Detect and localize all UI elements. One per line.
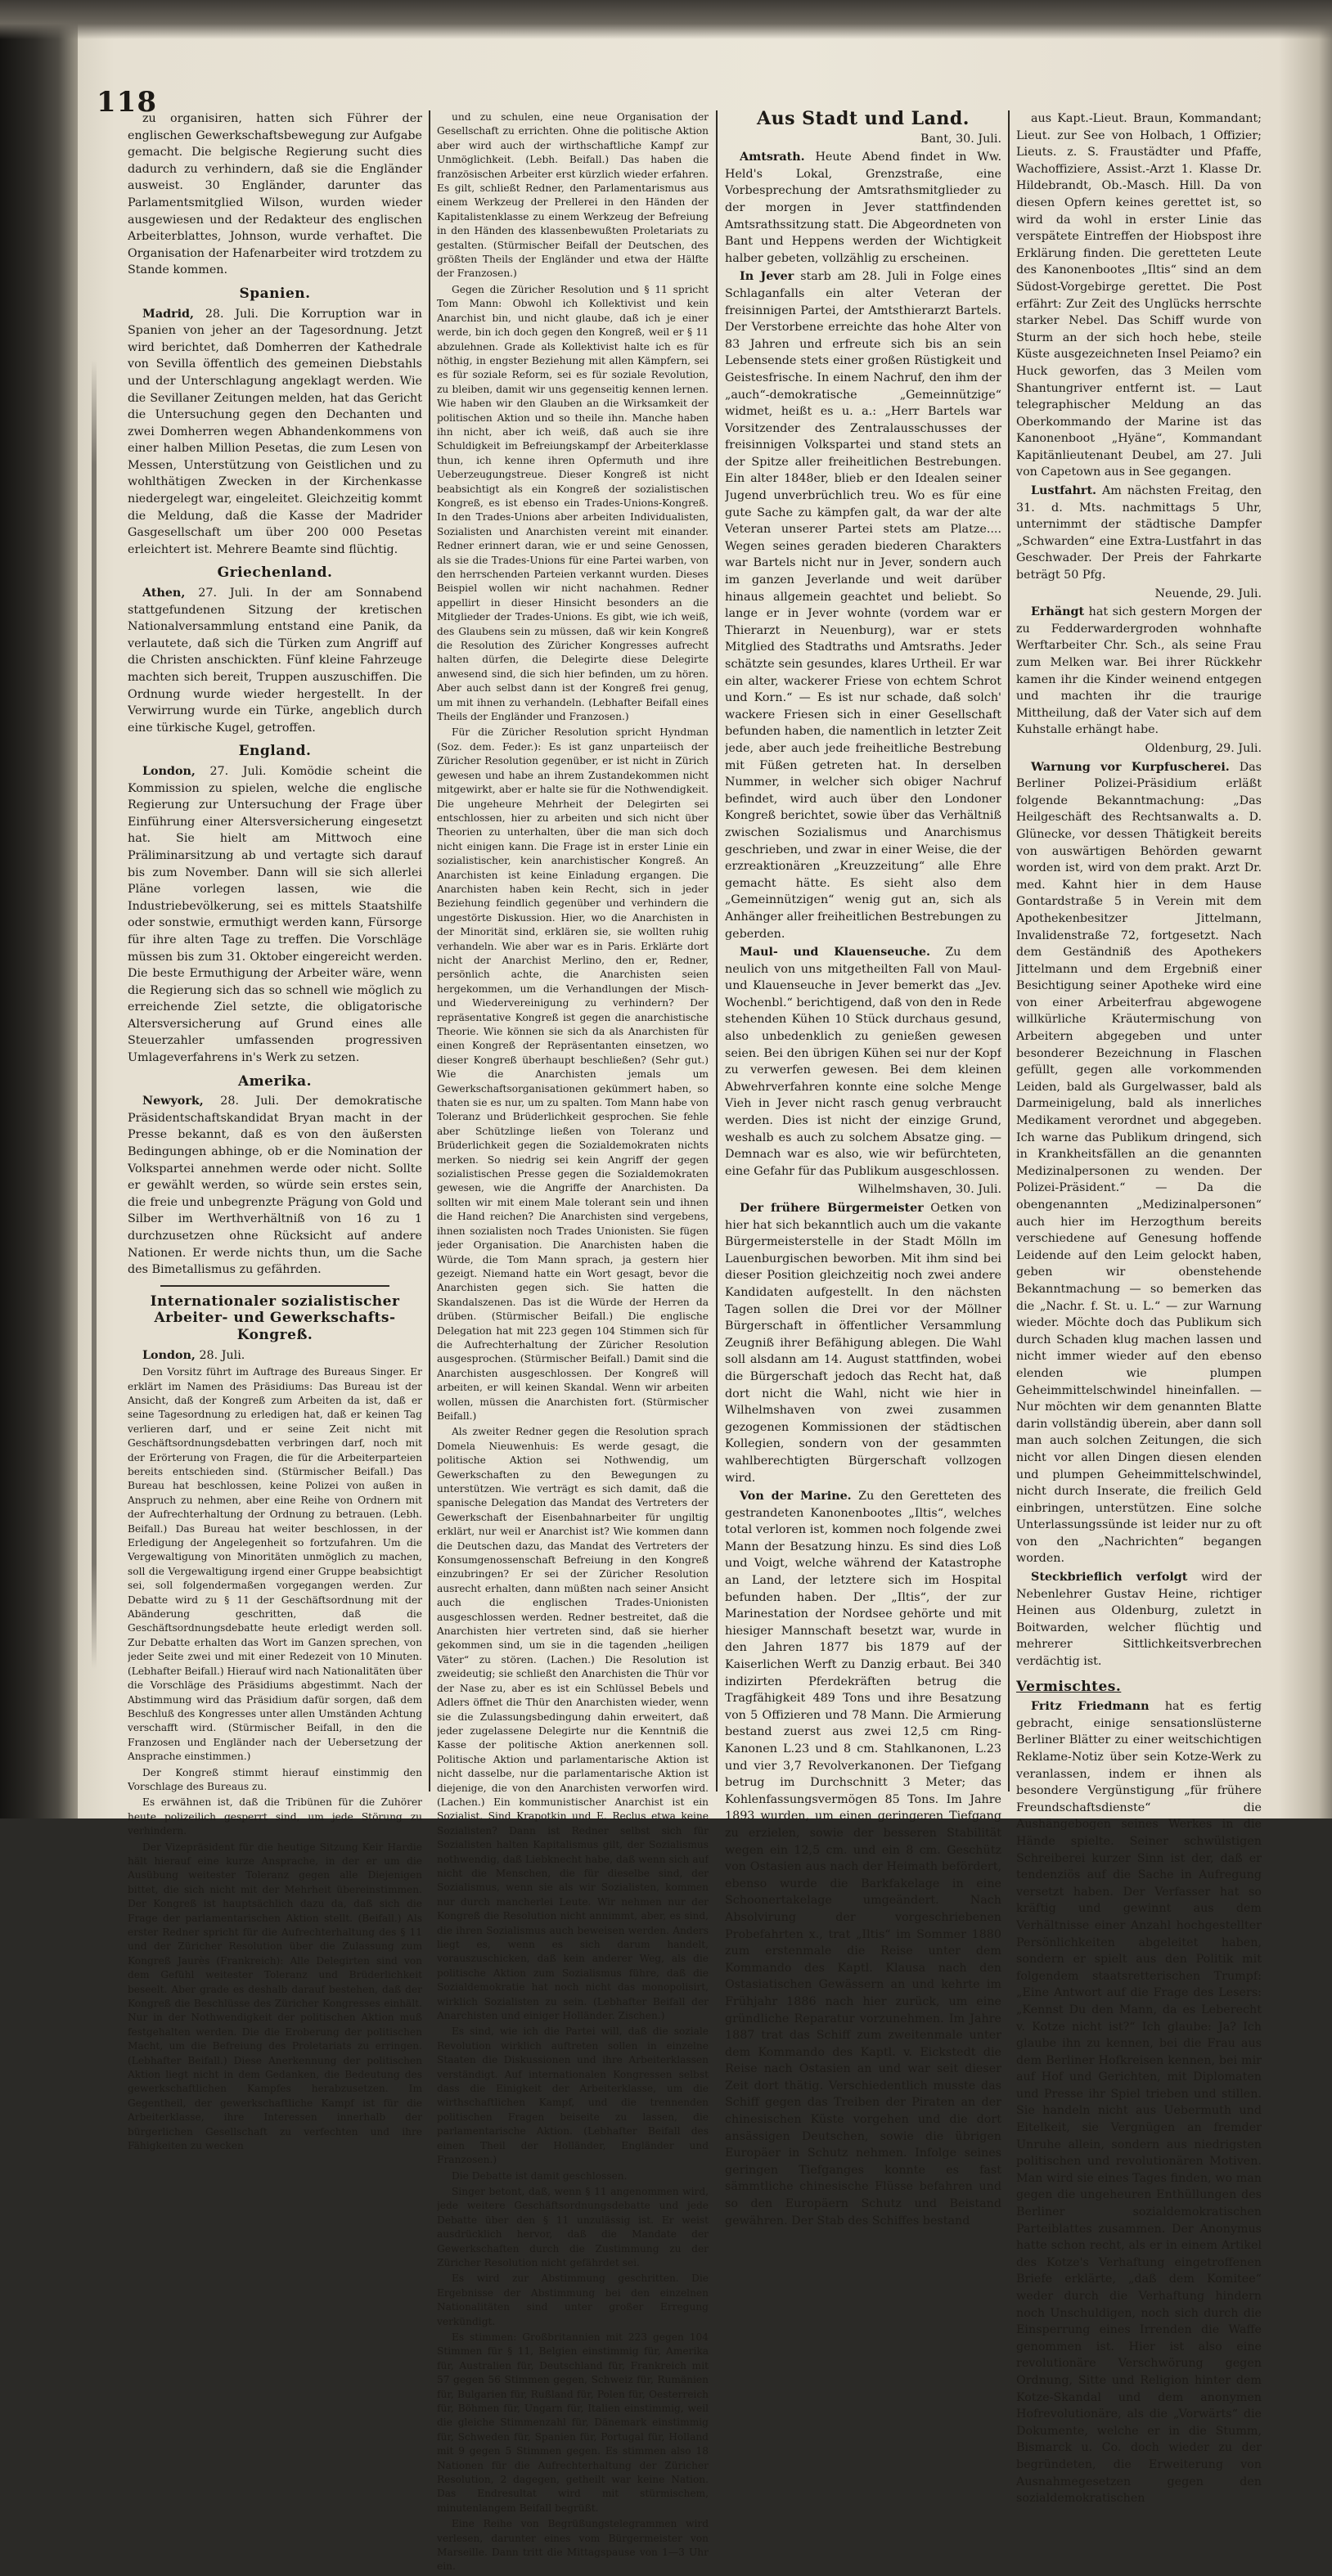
column-rule-3 xyxy=(1008,110,1010,1792)
kongress-continuation: und zu schulen, eine neue Organisation der Gesellschaft zu errichten. Ohne die politische Aktion aber wird auch der wirthschaftliche Kampf zur Unmöglichkeit. (Lebh. Beifall.) Das haben die französischen Arbeiter erst kürzlich wieder erfahren. Es gilt, schließt Redner, den Parlamentarismus aus einem Werkzeug der Prellerei in den Händen der Kapitalistenklasse zu einem Werkzeug der Befreiung in den Händen des klassenbewußten Proletariats zu gestalten. (Stürmischer Beifall der Deutschen, des größten Theils der Engländer und etwa der Hälfte der Franzosen.) xyxy=(437,111,709,280)
article-text: Zu dem neulich von uns mitgetheilten Fall von Maul- und Klauenseuche in Jever bemerkt das „Jev. Wochenbl.“ berichtigend, daß von den in Rede stehenden Kühen 10 Stück durchaus gesund, also unbedenklich zu genießen gewesen seien. Bei den übrigen Kühen sei nur der Kopf zu verwerfen gewesen. Bei dem kleinen Abwehrverfahren konnte eine solche Menge Vieh in Jever nicht rasch genug verbraucht werden. Dies ist nicht der einzige Grund, weshalb es auch zu solchem Absatze ging. — Demnach war es also, wie wir befürchteten, eine Gefahr für das Publikum ausgeschlossen. xyxy=(725,946,1001,1178)
vote-results: Es stimmen: Großbritannien mit 223 gegen 104 Stimmen für § 11, Belgien einstimmig für, Amerika für, Australien für, Deutschland für, Frankreich mit 57 gegen 56 Stimmen gegen, Schweiz für, Rumänien für, Bulgarien für, Rußland für, Polen für, Oesterreich für, Böhmen für, Ungarn für, Italien einstimmig, weil die gleiche Stimmenzahl für, Dänemark einstimmig für, Schweden für, Spanien für, Portugal für, Holland mit 9 gegen 5 Stimmen gegen. Es stimmen also 18 Nationen für die Aufrechterhaltung der Züricher Resolution, 2 dagegen, getheilt war keine Nation. Das Endresultat wird mit stürmischem, minutenlangem Beifall begrüßt. xyxy=(437,2331,709,2514)
top-edge-shadow xyxy=(0,0,1332,39)
article-lead: Erhängt xyxy=(1031,605,1085,619)
article-text: 27. Juli. Komödie scheint die Kommission zu spielen, welche die englische Regierung zur Untersuchung der Frage über Einführung einer Altersversicherung eingesetzt hat. Sie hielt am Mittwoch eine Präliminarsitzung ab und vertagte sich darauf bis zum November. Dann will sie sich allerlei Pläne vorlegen lassen, wie die Industriebevölkerung, sei es mittels Staatshilfe oder sonstwie, ermuthigt werden kann, Fürsorge für ihre alten Tage zu treffen. Die Vorschläge müssen bis zum 31. Oktober eingereicht werden. Die beste Ermuthigung der Arbeiter wäre, wenn die Regierung sich das so schnell wie möglich zu erreichende Ziel setzte, die obligatorische Altersversicherung auf Grund eines alle Steuerzahler umfassenden progressiven Umlageverfahrens in's Werk zu setzen. xyxy=(128,764,422,1065)
speech-tom-mann: Gegen die Züricher Resolution und § 11 spricht Tom Mann: Obwohl ich Kollektivist und kein Anarchist bin, und nicht glaube, daß ich je einer werde, bin ich doch gegen den Kongreß, weil er § 11 abzulehnen. Grade als Kollektivist halte ich es für nöthig, in engster Beziehung mit allen Kämpfern, sei es für soziale Reform, sei es für soziale Revolution, zu bleiben, damit wir uns gegenseitig kennen lernen. Wie haben wir den Glauben an die Wirksamkeit der politischen Aktion und so theile ihn. Manche haben ihn nicht, aber ich weiß, daß auch sie ihre Schuldigkeit im Befreiungskampf der Arbeiterklasse thun, ich kenne ihren Opfermuth und ihre Ueberzeugungstreue. Dieser Kongreß ist nicht beabsichtigt als ein Kongreß der sozialistischen Kongreß, es ist ebenso ein Trades-Unions-Kongreß. In den Trades-Unions aber arbeiten Individualisten, Sozialisten und Anarchisten vereint mit einander. Redner erinnert daran, wie er und seine Genossen, als sie die Trades-Unions für eine Partei warben, von den herrschenden Parteien verkannt wurden. Dieses Beispiel wollen wir nicht nachahmen. Redner appellirt in dieser Hinsicht besonders an die Mitglieder der Trades-Unions. Es gibt, wie ich weiß, des Glaubens sein zu müssen, daß wir kein Kongreß die Resolution des Züricher Kongresses aufrecht halten dürfen, die Delegirte diese Delegirte anwesend sind, die sich hier befinden, um zu hören. Aber auch selbst dann ist der Kongreß frei genug, um mit ihnen zu verhandeln. (Lebhafter Beifall eines Theils der Engländer und Franzosen.) xyxy=(437,283,709,723)
book-binding-shadow xyxy=(0,0,78,1818)
speech-hyndman: Für die Züricher Resolution spricht Hyndman (Soz. dem. Feder.): Es ist ganz unparteiisch der Züricher Resolution gegenüber, er ist nicht in Zürich gewesen und habe an ihrem Zustandekommen nicht mitgewirkt, aber er halte sie für die Nothwendigkeit. Die ungeheure Mehrheit der Delegirten sei entschlossen, hier zu arbeiten und sich nicht über Theorien zu unterhalten, über die man sich doch nicht einigen kann. Die Frage ist in erster Linie ein sozialistischer, kein anarchistischer Kongreß. An Anarchisten ist keine Einladung ergangen. Die Anarchisten haben kein Recht, sich in jeder Beziehung feindlich gegenüber und verhindern die ungestörte Diskussion. Hier, wo die Anarchisten in der Minorität sind, erklären sie, sie wollten ruhig verhandeln. Wie aber war es in Paris. Erklärte dort nicht der Anarchist Merlino, den er, Redner, persönlich achte, die Anarchisten seien hergekommen, um die Verhandlungen der Misch- und Wiedervereinigung zu verhindern? Der repräsentative Kongreß ist gegen die anarchistische Theorie. Wie können sie sich da als Anarchisten für einen Kongreß der Repräsentanten einsetzen, wo dieser Kongreß überhaupt beschließen? (Sehr gut.) Wie die Anarchisten jemals um Gewerkschaftsorganisationen gekümmert haben, so thaten sie es nur, um zu spalten. Tom Mann habe von Toleranz und Brüderlichkeit gesprochen. Sie fehle aber Schützlinge ließen von Toleranz und Brüderlichkeit gegen die Sozialdemokraten nichts merken. So niedrig sei kein Angriff der gegen sozialistischen Presse gegen die Sozialdemokraten gewesen, wie die Angriffe der Anarchisten. Da sollten wir mit einem Male tolerant sein und ihnen die Hand reichen? Die Anarchisten sind vergebens, ihnen sozialisten noch Trades Unionisten. Sie fügen jeder Organisation. Die Anarchisten haben die Würde, die Tom Mann sprach, ja gestern hier gezeigt. Niemand hatte ein Wort gesagt, bevor die Anarchisten gegen sich. Sie hatten die Skandalszenen. Das ist die Würde der Herren da drüben. (Stürmischer Beifall.) Die englische Delegation hat mit 223 gegen 104 Stimmen sich für die Aufrechterhaltung der Züricher Resolution ausgesprochen. (Stürmischer Beifall.) Damit sind die Anarchisten ausgeschlossen. Der Kongreß will arbeiten, er will keinen Skandal. Wenn wir arbeiten wollen, müssen die Anarchisten fort. (Stürmischer Beifall.) xyxy=(437,726,709,1422)
article-text: Zu den Geretteten des gestrandeten Kanonenbootes „Iltis“, welches total verloren ist, kommen noch folgende zwei Mann der Besatzung hinzu. Es sind dies Loß und Voigt, welche während der Katastrophe an Land, der letztere sich im Hospital befunden haben. Der „Iltis“, der zur Marinestation der Nordsee gehörte und mit hiesiger Mannschaft besetzt war, wurde in den Jahren 1877 bis 1879 auf der Kaiserlichen Werft zu Danzig erbaut. Bei 340 indizirten Pferdekräften betrug die Tragfähigkeit 489 Tons und ihre Besatzung von 5 Offizieren und 78 Mann. Die Armierung bestand zuerst aus zwei 12,5 cm Ring-Kanonen L.23 und 8 cm. Stahlkanonen, L.23 und vier 3,7 Revolverkanonen. Der Tiefgang betrug im Durchschnitt 3 Meter; das Kohlenfassungsvermögen 85 Tons. Im Jahre 1893 wurden, um einen geringeren Tiefgang zu erzielen, sowie der besseren Stabilität wegen ein 12,5 cm. und ein 8 cm. Geschütz von Ostasien aus nach der Heimath befördert, ebenso wurde die Barkfakelage in eine Schoonertakelage umgeändert. Nach Absolvirung der vorgeschriebenen Probefahrten x., trat „Iltis“ im Sommer 1880 zum erstenmale die Reise unter dem Kommando des Kaptl. Klausa nach den Ostasiatischen Gewässern an und kehrte im Frühjahr 1886 nach hier zurück, um eine gründliche Reparatur vorzunehmen. Im Jahre 1887 trat das Schiff zum zweitenmale unter dem Kommando des Kaptl. v. Eickstedt die Reise nach Ostasien an und war seit dieser Zeit dort thätig. Verschiedentlich musste das Schiff gegen das Treiben der Piraten an der chinesischen Küste vorgehen und die dort ansässigen Deutschen, sowie die übrigen Europäer in Schutz nehmen. Infolge seines geringen Tiefganges konnte es fast sämmtliche chinesische Flüsse befahren und so den Europäern Schutz und Beistand gewähren. Der Stab des Schiffes bestand xyxy=(725,1490,1001,2228)
article-text: hat es fertig gebracht, einige sensationslüsterne Berliner Blätter zu einer weitschichtigen Reklame-Notiz über sein Kotze-Werk zu veranlassen, indem er ihnen als besondere Vergünstigung „für frühere Freundschaftsdienste“ die Aushängebogen seines Werkes in die Hände spielte. Seiner schwülstigen Schreiberei kurzer Sinn ist der, daß er tendenziös auf die Sache in Aufregung versetzt haben. Der Verfasser hat so kräftig und gewinnt aus dem Verhältnisse einer Anzahl hochgestellter Persönlichkeiten abgeleitet haben, sondern er spielt aus den Politik mit folgendem staatsretterischen Trumpf: „Eine Antwort auf die Frage des Lesers: „Kennst Du den Mann, da es Leberecht v. Kotze nicht ist?“ Ich glaube: Ja? Ich glaube ihn zu kennen, bei die Frau aus dem Berliner Hofkreisen kennen, bei mir auf Hof und Gerichten, mit Diplomaten und Presse ihr Spiel trieben und stillen. Sie handeln nicht aus Uebermuth und Eitelkeit, sie Vergnügen an fremder Unruhe allein, sondern aus niedrigsten politischen und revolutionären Motiven. Man wird sie eines Tages finden, wo man gegen die ungeheuren Enthüllungen des Berliner sozialdemokratischen Parteiblattes zusammen. Der Anonymus hatte schon recht, als er in einem Artikel des Kotze's Verhaftung eingetroffenen Briefe erklärte, „daß dem Komitee“ weder durch die Verhaftung hindern noch Unschuldigen, noch sich durch die Einsperrung eines Irrenden die Waffe genommen ist. Hier ist also eine revolutionäre Verschwörung gegen Ordnung, Sitte und Religion hinter dem Kotze-Skandal und dem anonymen Hofrevolutionäre, als die „Vorwärts“ die Dokumente, welche er in die Stumm, Bismarck u. Co. doch wieder zu der begründeten, die Erweiterung von Ausnahmegesetzen gegen den sozialdemokratischen xyxy=(1016,1700,1262,2506)
place-dateline-wilhelmshaven: Wilhelmshaven, 30. Juli. xyxy=(857,1183,1001,1197)
article-england xyxy=(128,763,422,1067)
article-erhaengt xyxy=(1016,604,1262,739)
kongress-text-3: Es erwähnen ist, daß die Tribünen für die Zuhörer heute polizeilich gesperrt sind, um jede Störung zu verhindern. xyxy=(128,1796,422,1837)
dateline-date: 28. Juli. xyxy=(199,1348,245,1362)
article-text: Das Berliner Polizei-Präsidium erläßt folgende Bekanntmachung: „Das Heilgeschäft des Rechtsanwalts a. D. Glünecke, vor dessen Thätigkeit bereits von auswärtigen Behörden gewarnt worden ist, wird von dem prakt. Arzt Dr. med. Kahnt hier in dem Hause Gontardstraße 5 in Verein mit dem Apothekenbesitzer Jittelmann, Invalidenstraße 72, fortgesetzt. Nach dem Geständniß des Apothekers Jittelmann und dem Ergebniß einer Besichtigung seiner Apotheke wird eine von einer Arbeiterfrau abgewogene willkürliche Kräutermischung von Arbeitern abgegeben und unter besonderer Bezeichnung in Flaschen gefüllt, gegen alle vorkommenden Leiden, bald als Gurgelwasser, bald als Darmeinigelung, bald als innerliches Medikament verordnet und abgegeben. Ich warne das Publikum dringend, sich in Krankheitsfällen an die genannten Medizinalpersonen zu wenden. Der Polizei-Präsident.“ — Da die obengenannten „Medizinalpersonen“ auch hier im Herzogthum bereits verschiedene auf Genesung hoffende Leidende auf den Leim gelockt haben, geben wir obenstehende Bekanntmachung — so bemerken das die „Nachr. f. St. u. L.“ — zur Warnung wieder. Möchte doch das Publikum sich durch Schaden klug machen lassen und nicht immer wieder auf den ebenso elenden wie plumpen Geheimmittelschwindel hineinfallen. — Nur möchten wir dem genannten Blatte darin vollständig überein, aber dann soll man auch solchen Zeitungen, die sich nicht vor allen Dingen diesen elenden und plumpen Geheimmittelschwindel, nicht durch Inserate, die freilich Geld einbringen, unterstützen. Eine solche Unterlassungssünde ist leider nur zu oft von den „Nachrichten“ begangen worden. xyxy=(1016,760,1262,1566)
article-marine xyxy=(725,1488,1001,2229)
article-lead: Amtsrath. xyxy=(740,151,805,164)
article-buergermeister xyxy=(725,1200,1001,1486)
article-lead: Fritz Friedmann xyxy=(1031,1700,1150,1714)
article-lead: Steckbrieflich verfolgt xyxy=(1031,1571,1188,1585)
dateline: Madrid, xyxy=(142,307,195,321)
section-heading-vermischtes: Vermischtes. xyxy=(1016,1678,1122,1695)
section-heading-stadt-land: Aus Stadt und Land. xyxy=(757,110,970,129)
place-dateline-oldenburg: Oldenburg, 29. Juli. xyxy=(1145,741,1262,755)
section-heading-spanien: Spanien. xyxy=(239,285,311,302)
article-text: 27. Juli. In der am Sonnabend stattgefundenen Sitzung der kretischen Nationalversammlung entstand eine Panik, da verlautete, daß sich die Türken zum Angriff auf die Christen anschickten. Fünf kleine Fahrzeuge machten sich bereit, Truppen auszuschiffen. Die Ordnung wurde wieder hergestellt. In der Verwirrung wurde ein Türke, angeblich durch eine türkische Kugel, getroffen. xyxy=(128,587,422,735)
dateline: Athen, xyxy=(142,587,186,600)
article-spanien xyxy=(128,306,422,559)
column-rule-2 xyxy=(716,110,718,1792)
place-dateline-bant: Bant, 30. Juli. xyxy=(920,132,1001,146)
column-4 xyxy=(1016,110,1262,2509)
speech-paragraph: Es sind, wie ich die Partei will, daß die soziale Revolution wirklich auftreten sollen in einzelne Staaten die Diskussionen und ihre Arbeiterklassen verständigt. Auf internationalen Kongressen selbst dass die Einigkeit der Arbeiterklasse, um die wirthschaftlichen Kampf, und die trennenden politischen Fragen beiseite zu lassen, die parlamentarische Aktion. (Lebhafter Beifall des einen Theil der Holländer, Engländer und Franzosen.) xyxy=(437,2025,709,2166)
section-heading-kongress: Internationaler sozialistischer Arbeiter- und Gewerkschafts-Kongreß. xyxy=(150,1292,400,1343)
column-3 xyxy=(725,110,1001,2231)
kongress-dateline xyxy=(128,1347,422,1364)
vote-announcement: Es wird zur Abstimmung geschritten. Die Ergebnisse der Abstimmung bei den einzelnen Nationalitäten sind unter großer Erregung verkündigt. xyxy=(437,2273,709,2327)
article-friedmann xyxy=(1016,1698,1262,2507)
article-amerika xyxy=(128,1093,422,1279)
article-text: Heute Abend findet in Ww. Held's Lokal, Grenzstraße, eine Vorbesprechung der Amtsrathsmitglieder zu der morgen in Jever stattfindenden Amtsrathssitzung statt. Die Abgeordneten von Bant und Heppens werden der Wichtigkeit halber gebeten, vollzählig zu erscheinen. xyxy=(725,151,1001,265)
debate-closed: Die Debatte ist damit geschlossen. xyxy=(452,2169,628,2182)
kongress-text-2: Der Kongreß stimmt hierauf einstimmig den Vorschlage des Bureaus zu. xyxy=(128,1766,422,1792)
article-lead: Der frühere Bürgermeister xyxy=(740,1202,924,1215)
article-text: Am nächsten Freitag, den 31. d. Mts. nachmittags 5 Uhr, unternimmt der städtische Dampfer „Schwarden“ eine Extra-Lustfahrt in das Geschwader. Der Preis der Fahrkarte beträgt 50 Pfg. xyxy=(1016,484,1262,582)
article-lead: Lustfahrt. xyxy=(1031,484,1097,498)
article-lead: In Jever xyxy=(740,270,794,284)
article-intro: zu organisiren, hatten sich Führer der englischen Gewerkschaftsbewegung zur Aufgabe gemacht. Die belgische Regierung sucht dies dadurch zu verhindern, daß sie die Engländer ausweist. 30 Engländer, darunter das Parlamentsmitglied Wilson, wurden wieder ausgewiesen und der Redakteur des englischen Arbeiterblattes, Johnson, wurde verhaftet. Die Organisation der Hafenarbeiter wird trotzdem zu Stande kommen. xyxy=(128,112,422,277)
article-griechenland xyxy=(128,585,422,736)
column-rule-1 xyxy=(429,110,430,1792)
section-heading-griechenland: Griechenland. xyxy=(217,564,333,582)
column-2 xyxy=(437,110,709,2576)
article-lead: Von der Marine. xyxy=(740,1490,852,1504)
article-jever xyxy=(725,268,1001,942)
section-separator xyxy=(160,1285,389,1287)
article-lead: Warnung vor Kurpfuscherei. xyxy=(1031,760,1230,774)
dateline: London, xyxy=(142,764,196,778)
article-text: 28. Juli. Die Korruption war in Spanien von jeher an der Tagesordnung. Jetzt wird berichtet, daß Domherren der Kathedrale von Sevilla öffentlich des gemeinen Diebstahls und der Unterschlagung angeklagt werden. Wie die Sevillaner Zeitungen melden, hat das Gericht die Untersuchung gegen den Dechanten und zwei Domherren wegen Abhandenkommens von einer halben Million Pesetas, die zum Lesen von Messen, Unterstützung von Geistlichen und zu wohlthätigen Zwecken in der Kirchenkasse niedergelegt war, eingeleitet. Gleichzeitig kommt die Meldung, daß die Kasse der Madrider Gasgesellschaft um über 200 000 Pesetas erleichtert ist. Mehrere Beamte sind flüchtig. xyxy=(128,307,422,556)
place-dateline-neuende: Neuende, 29. Juli. xyxy=(1154,587,1262,600)
kongress-text: Den Vorsitz führt im Auftrage des Bureaus Singer. Er erklärt im Namen des Präsidiums: Das Bureau ist der Ansicht, daß der Kongreß zum Arbeiten da ist, daß er seine Tagesordnung zu erledigen hat, daß er keinen Tag verlieren darf, und er seine Zeit nicht mit Geschäftsordnungsdebatten verbringen darf, noch mit der Erörterung von Fragen, die für die Arbeiterparteien bereits entschieden sind. (Stürmischer Beifall.) Das Bureau hat beschlossen, keine Polizei von außen in Anspruch zu nehmen, aber eine Reihe von Ordnern mit der Aufrechterhaltung der Ordnung zu betrauen. (Lebh. Beifall.) Das Bureau hat weiter beschlossen, in der Erledigung der Angelegenheit so fortzufahren. Um die Vergewaltigung von Minoritäten unmöglich zu machen, soll die Vergewaltigung irgend einer Gruppe beabsichtigt sei, soll folgendermaßen vorgegangen werden. Zur Debatte wird zu § 11 der Geschäftsordnung mit der Abänderung geschritten, daß die Geschäftsordnungsdebatte heute erledigt werden soll. Zur Debatte erhalten das Wort im Ganzen sprechen, von jeder Seite zwei und mit einer Redezeit von 10 Minuten. (Lebhafter Beifall.) Hierauf wird nach Nationalitäten über die Vorschläge des Präsidiums abgestimmt. Nach der Abstimmung wird das Präsidium dafür sorgen, daß dem Beschluß des Kongresses unter allen Umständen Achtung verschafft wird. (Stürmischer Beifall, in den die Franzosen und Engländer nach der Uebersetzung der Ansprache einstimmen.) xyxy=(128,1366,422,1763)
article-amtsrath xyxy=(725,149,1001,267)
article-text: Oetken von hier hat sich bekanntlich auch um die vakante Bürgermeisterstelle in der Stadt Mölln im Lauenburgischen beworben. Mit ihm sind bei dieser Position gleichzeitig noch zwei andere Kandidaten aufgestellt. In den nächsten Tagen sollen die Drei vor der Möllner Bürgerschaft in öffentlicher Versammlung Zeugniß ihrer Befähigung ablegen. Die Wahl soll alsdann am 14. August stattfinden, wobei die Bürgerschaft jedoch das Recht hat, daß dort nicht die Wahl, nicht wie hier in Wilhelmshaven von zwei zusammen gezogenen Kommissionen der städtischen Kollegien, sondern von der gesammten wahlberechtigten Bürgerschaft vollzogen wird. xyxy=(725,1202,1001,1485)
section-heading-amerika: Amerika. xyxy=(237,1072,313,1090)
telegrams: Eine Reihe von Begrüßungstelegrammen wird verlesen, darunter eines vom Bürgermeister von Marseille. Dann tritt die Mittagspause von 1—3 Uhr ein. xyxy=(437,2518,709,2573)
article-text: 28. Juli. Der demokratische Präsidentschaftskandidat Bryan macht in der Presse bekannt, daß es von den äußersten Bedingungen abhinge, ob er die Nomination der Volkspartei annehmen werde oder nicht. Sollte er gewählt werden, so würde sein erstes sein, die freie und unbegrenzte Prägung von Gold und Silber im Werthverhältniß von 16 zu 1 durchzusetzen ohne Rücksicht auf andere Nationen. Er werde nichts thun, um die Sache des Bimetallismus zu gefährden. xyxy=(128,1095,422,1277)
article-text: wird der Nebenlehrer Gustav Heine, richtiger Heinen aus Oldenburg, zuletzt in Boitwarden, welcher flüchtig und mehrerer Sittlichkeitsverbrechen verdächtig ist. xyxy=(1016,1571,1262,1669)
dateline: London, xyxy=(142,1348,196,1362)
article-text: hat sich gestern Morgen der zu Fedderwardergroden wohnhafte Werftarbeiter Chr. Sch., als seine Frau zum Melken war. Bei ihrer Rückkehr kamen ihr die Kinder weinend entgegen und machten ihr die traurige Mittheilung, daß der Vater sich auf dem Kuhstalle erhängt habe. xyxy=(1016,605,1262,737)
article-text: starb am 28. Juli in Folge eines Schlaganfalls ein alter Veteran der freisinnigen Partei, der Amtsthierarzt Bartels. Der Verstorbene erreichte das hohe Alter von 83 Jahren und erfreute sich bis an sein Lebensende stets einer großen Rüstigkeit und Geistesfrische. In einem Nachruf, den ihm der „auch“-demokratische „Gemeinnützige“ widmet, heißt es u. a.: „Herr Bartels war Vorsitzender des Zentralausschusses der freisinnigen Volkspartei und stand stets an der Spitze aller freiheitlichen Bestrebungen. Ein alter 1848er, blieb er den Idealen seiner Jugend unverbrüchlich treu. Wo es für eine gute Sache zu kämpfen galt, da war der alte Veteran unserer Partei stets am Platze.... Wegen seines geraden biederen Charakters war Bartels nicht nur in Jever, sondern auch im ganzen Jeverlande und weit darüber hinaus allgemein geachtet und beliebt. So lange er in Jever wohnte (vordem war er Thierarzt in Neuenburg), war er stets Mitglied des Stadtraths und Amtsraths. Jeder schätzte sein gesundes, klares Urtheil. Er war ein alter, wackerer Friese von echtem Schrot und Korn.“ — Es ist nur schade, daß solch' wackere Friesen sich in einer Gesellschaft befunden haben, die namentlich in letzter Zeit jede, aber auch jede freiheitliche Bestrebung mit Füßen getreten hat. In derselben Nummer, in welcher sich obiger Nachruf befindet, wird auch über den Londoner Kongreß berichtet, sowie über das Verhältniß zwischen Sozialismus und Anarchismus geschrieben, und zwar in einer Weise, die der erzreaktionären „Kreuzzeitung“ alle Ehre gemacht hätte. Es sieht also dem „Gemeinnützigen“ wenig gut an, sich als Anhänger aller freiheitlichen Bestrebungen zu geberden. xyxy=(725,270,1001,941)
column-1 xyxy=(128,110,422,2156)
article-seuche xyxy=(725,944,1001,1180)
singer-statement: Singer betont, daß, wenn § 11 angenommen wird, jede weitere Geschäftsordnungsdebatte und jede Debatte über den § 11 unzulässig ist. Er weist ausdrücklich hervor, daß die Mandate der Gewerkschaften durch die Zustimmung zu der Züricher Resolution nicht gefährdet sei. xyxy=(437,2185,709,2268)
article-lustfahrt xyxy=(1016,483,1262,584)
marine-continuation: aus Kapt.-Lieut. Braun, Kommandant; Lieut. zur See von Holbach, 1 Offizier; Lieuts. z. S. Fraustädter und Pfaffe, Wachoffiziere, Assist.-Arzt 1. Klasse Dr. Hildebrandt, Ob.-Masch. Hill. Da von diesen Opfern keines gerettet ist, so wird da wohl in erster Linie das verspätete Eintreffen der Hiobspost ihre Erklärung finden. Die geretteten Leute des Kanonenbootes „Iltis“ sind an dem Südost-Vorgebirge gerettet. Die Post erfährt: Zur Zeit des Unglücks herrschte starker Nebel. Das Schiff wurde von Sturm an der sich hoch hebe, steile Küste ausgezeichneten Insel Peiamo? ein Huck geworfen, das 3 Meilen vom Shantungriver entfernt ist. — Laut telegraphischer Meldung an das Oberkommando der Marine ist das Kanonenboot „Hyäne“, Kommandant Kapitänlieutenant Deubel, am 27. Juli von Capetown aus in See gegangen. xyxy=(1016,112,1262,479)
article-kurpfuscherei xyxy=(1016,759,1262,1568)
dateline: Newyork, xyxy=(142,1095,204,1108)
page-number: 118 xyxy=(97,86,157,119)
newspaper-page xyxy=(97,86,1262,2573)
kongress-text-4: Der Vizepräsident für die heutige Sitzung Keir Hardie hält hierauf eine kurze Ansprache, in der er um die Ausübung weitester Toleranz gegen alle Diejenigen bittet, die sich nicht mit der Mehrheit übereinstimmen. Der Kongreß ist hauptsächlich dazu da, daß sich die Frage der parlamentarischen Aktion stellt. (Beifall.) Als erster Redner spricht für die Aufrechterhaltung des § 11 und der Züricher Resolution über die Zulassung zum Kongreß Jaurès (Frankreich): Alle Delegirten sind von dem Gefühl weitester Toleranz und Brüderlichkeit beseelt. Aber grade es deshalb darauf bestehen, daß der Kongreß die Beschlüsse des Züricher Kongresses einhält. Nur in der Nothwendigkeit der politischen Aktion muß festgehalten werden. Die die Eroberung der politischen Macht, um die Befreiung des Proletariats zu erringen. (Lebhafter Beifall.) Diese Anerkennung der politischen Aktion liegt nicht in dem Gedanken, die Bedeutung des gewerkschaftlichen Kampfes herabzusetzen. Im Gegentheil, der gewerkschaftliche Kampf ist für die Arbeiterklasse, ihre Interessen innerhalb der bürgerlichen Gesellschaft zu verfechten und ihre Fähigkeiten zu wecken xyxy=(128,1841,422,2152)
article-steckbrief xyxy=(1016,1569,1262,1670)
article-lead: Maul- und Klauenseuche. xyxy=(740,946,930,960)
speech-nieuwenhuis: Als zweiter Redner gegen die Resolution sprach Domela Nieuwenhuis: Es werde gesagt, die politische Aktion sei Nothwendig, um Gewerkschaften zu den Bewegungen zu unterstützen. Wie verträgt es sich damit, daß die spanische Delegation das Mandat des Vertreters der Gewerkschaft der Eisenbahnarbeiter für ungiltig erklärt, nur weil er Anarchist ist? Wie kommen dann die Deutschen dazu, das Mandat des Vertreters der Konsumgenossenschaft Befreiung in den Kongreß einzubringen? Er sei der Züricher Resolution ausrecht erhalten, dann müßten nach seiner Ansicht auch die englischen Trades-Unionisten ausgeschlossen werden. Redner bestreitet, daß die Anarchisten hier vertreten sind, daß sie hierher gekommen sind, um sie in die tagenden „heiligen Väter“ zu stören. (Lachen.) Die Resolution ist zweideutig; sie schließt den Anarchisten die Thür vor der Nase zu, aber es ist ein Schlüssel Bebels und Adlers öffnet die Thür den Anarchisten wieder, wenn sie die Zulassungsbedingung dahin erweitert, daß jeder zugelassene Delegirte nur die Kenntniß die Kasse der politische Aktion anerkennen soll. Politische Aktion und parlamentarische Aktion ist nicht dasselbe, nur die parlamentarische Aktion ist diejenige, die von den Anarchisten verworfen wird. (Lachen.) Ein kommunistischer Anarchist ist ein Sozialist. Sind Krapotkin und E. Reclus etwa keine Sozialisten? Dann ist Redner selbst sich für Sozialisten halten Kapitalismus gilt, der Sozialismus nothwendig, daß Liebknecht habe, daß wenn sich auf nicht die Menschen, die für dieselbe sind, der Sozialismus, wenn sie als wir Sozialisten, kommen nur durch mancherlei Leute. Wir nehmen nur der Kongreß die Resolution nicht annimmt, aber, es sind, die ihren Sozialismus auch beweisen werden. Anders liegt es, wenn es sich darum handelt, vorauszuschicken, daß kein anderer Weg, als die politische Aktion zum Sozialismus führe, daß die Sozialdemokratie hat noch nicht das monopolisirt, wirklich Sozialisten zu sein. (Lebhafter Beifall der Anarchisten und einiger Holländer. Zischen.) xyxy=(437,1426,709,2022)
section-heading-england: England. xyxy=(238,743,312,760)
